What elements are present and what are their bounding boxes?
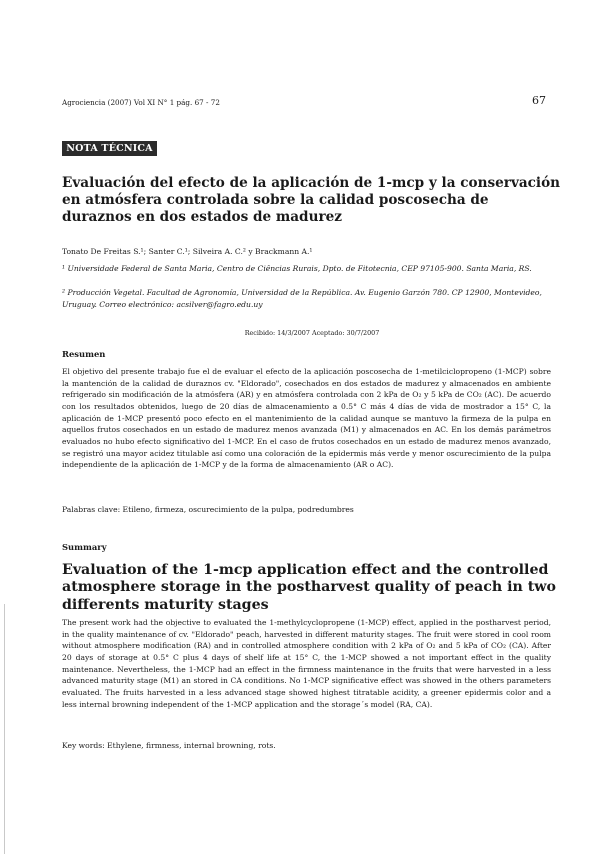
key-words: Key words: Ethylene, firmness, internal browning, rots. [62,741,276,750]
resumen-heading: Resumen [62,349,106,359]
section-tag: NOTA TÉCNICA [62,141,157,156]
page-edge-line [4,604,5,854]
summary-text: The present work had the objective to evaluated the 1-methylcyclopropene (1-MCP) effect, applied in the postharvest period, in the quality maintenance of cv. "Eldorado" peach, harvested in different maturity stages. The fruit were stored in cool room without atmosphere modification (RA) and in controlled atmosphere condition with 2 kPa of O₂ and 5 kPa of CO₂ (CA). After 20 days of storage at 0.5° C plus 4 days of shelf life at 15° C, the 1-MCP showed a not important effect in the quality maintenance. Nevertheless, the 1-MCP had an effect in the firmness maintenance in the fruits that were harvested in a less advanced maturity stage (M1) an stored in CA conditions. No 1-MCP significative effect was showed in the others parameters evaluated. The fruits harvested in a less advanced stage showed highest titratable acidity, a greener epidermis color and a less internal browning independent of the 1-MCP application and the storage´s model (RA, CA). [62,618,551,709]
page-number: 67 [532,94,546,107]
palabras-clave: Palabras clave: Etileno, firmeza, oscurecimiento de la pulpa, podredumbres [62,505,354,514]
received-accepted-dates: Recibido: 14/3/2007 Aceptado: 30/7/2007 [244,329,380,337]
author-list: Tonato De Freitas S.¹; Santer C.¹; Silveira A. C.² y Brackmann A.¹ [62,247,313,256]
affiliation-2: ² Producción Vegetal. Facultad de Agronomía, Universidad de la República. Av. Eugenio Garzón 780. CP 12900, Montevideo, Uruguay. Correo electrónico: acsilver@fagro.edu.uy [62,288,542,309]
journal-citation: Agrociencia (2007) Vol XI N° 1 pág. 67 - 72 [62,98,220,107]
affiliation-1: ¹ Universidade Federal de Santa Maria, Centro de Ciências Rurais, Dpto. de Fitotecnia, CEP 97105-900. Santa Maria, RS. [62,264,532,273]
resumen-text: El objetivo del presente trabajo fue el de evaluar el efecto de la aplicación poscosecha de 1-metilciclopropeno (1-MCP) sobre la mantención de la calidad de duraznos cv. "Eldorado", cosechados en dos estados de madurez y almacenados en ambiente refrigerado sin modificación de la atmósfera (AR) y en atmósfera controlada con 2 kPa de O₂ y 5 kPa de CO₂ (AC). De acuerdo con los resultados obtenidos, luego de 20 días de almacenamiento a 0.5° C más 4 días de vida de mostrador a 15° C, la aplicación de 1-MCP presentó poco efecto en el mantenimiento de la calidad aunque se mantuvo la firmeza de la pulpa en aquellos frutos cosechados en un estado de madurez menos avanzada (M1) y almacenados en AC. En los demás parámetros evaluados no hubo efecto significativo del 1-MCP. En el caso de frutos cosechados en un estado de madurez menos avanzado, se registró una mayor acidez titulable así como una coloración de la epidermis más verde y menor oscurecimiento de la pulpa independiente de la aplicación de 1-MCP y de la forma de almacenamiento (AR o AC). [62,367,551,470]
article-title-spanish: Evaluación del efecto de la aplicación de 1-mcp y la conservación en atmósfera controlada sobre la calidad poscosecha de duraznos en dos estados de madurez [62,175,561,225]
article-title-english: Evaluation of the 1-mcp application effect and the controlled atmosphere storage in the postharvest quality of peach in two differents maturity stages [62,562,556,613]
summary-heading: Summary [62,542,107,552]
